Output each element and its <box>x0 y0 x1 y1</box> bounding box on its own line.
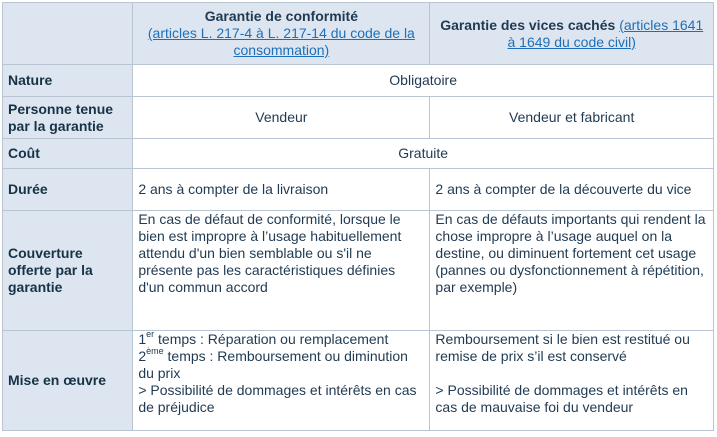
value-cout: Gratuite <box>133 139 714 169</box>
label-nature: Nature <box>3 65 133 97</box>
mise-step-1-sup: er <box>146 329 155 340</box>
row-cout <box>3 139 714 169</box>
header-corner-cell <box>3 3 133 65</box>
value-personne-conformite: Vendeur <box>133 97 430 139</box>
mise-step-2 <box>138 348 424 382</box>
row-duree <box>3 169 714 211</box>
row-mise-en-oeuvre <box>3 331 714 431</box>
value-duree-conformite: 2 ans à compter de la livraison <box>133 169 430 211</box>
guarantee-comparison-table <box>2 2 714 431</box>
mise-step-1-num: 1 <box>138 331 147 347</box>
conformite-articles-link[interactable]: (articles L. 217-4 à L. 217-14 du code de la consommation) <box>147 25 415 58</box>
label-personne: Personne tenue par la garantie <box>3 97 133 139</box>
mise-vices-main: Remboursement si le bien est restitué ou remise de prix s’il est conservé <box>435 331 690 364</box>
vices-articles-link[interactable]: (articles 1641 à 1649 du code civil) <box>507 16 704 50</box>
mise-step-2-sup: ème <box>146 346 164 357</box>
header-conformite-title: Garantie de conformité <box>204 8 358 24</box>
value-couverture-conformite: En cas de défaut de conformité, lorsque le bien est impropre à l’usage habituellement attendu d'un bien semblable ou s'il ne présente pas les caractéristiques définies d'un commun accord <box>133 211 430 331</box>
header-row <box>3 3 714 65</box>
mise-conformite-note: > Possibilité de dommages et intérêts en cas de préjudice <box>138 382 417 415</box>
mise-step-1 <box>138 331 424 348</box>
row-personne <box>3 97 714 139</box>
mise-step-2-text: temps : Remboursement ou diminution du prix <box>138 348 408 381</box>
label-cout: Coût <box>3 139 133 169</box>
label-couverture: Couverture offerte par la garantie <box>3 211 133 331</box>
mise-vices-note: > Possibilité de dommages et intérêts en cas de mauvaise foi du vendeur <box>435 382 688 415</box>
header-vices-caches <box>430 3 714 65</box>
row-couverture <box>3 211 714 331</box>
value-duree-vices: 2 ans à compter de la découverte du vice <box>430 169 714 211</box>
header-conformite <box>133 3 430 65</box>
mise-step-1-text: temps : Réparation ou remplacement <box>154 331 389 347</box>
mise-step-2-num: 2 <box>138 348 147 364</box>
value-mise-conformite <box>133 331 430 431</box>
value-personne-vices: Vendeur et fabricant <box>430 97 714 139</box>
label-duree: Durée <box>3 169 133 211</box>
row-nature <box>3 65 714 97</box>
value-couverture-vices: En cas de défauts importants qui rendent la chose impropre à l’usage auquel on la destine, ou diminuent fortement cet usage (pannes ou dysfonctionnement à répétition, par exemple) <box>430 211 714 331</box>
value-nature: Obligatoire <box>133 65 714 97</box>
value-mise-vices <box>430 331 714 431</box>
label-mise-en-oeuvre: Mise en œuvre <box>3 331 133 431</box>
header-vices-title: Garantie des vices cachés <box>440 16 616 33</box>
